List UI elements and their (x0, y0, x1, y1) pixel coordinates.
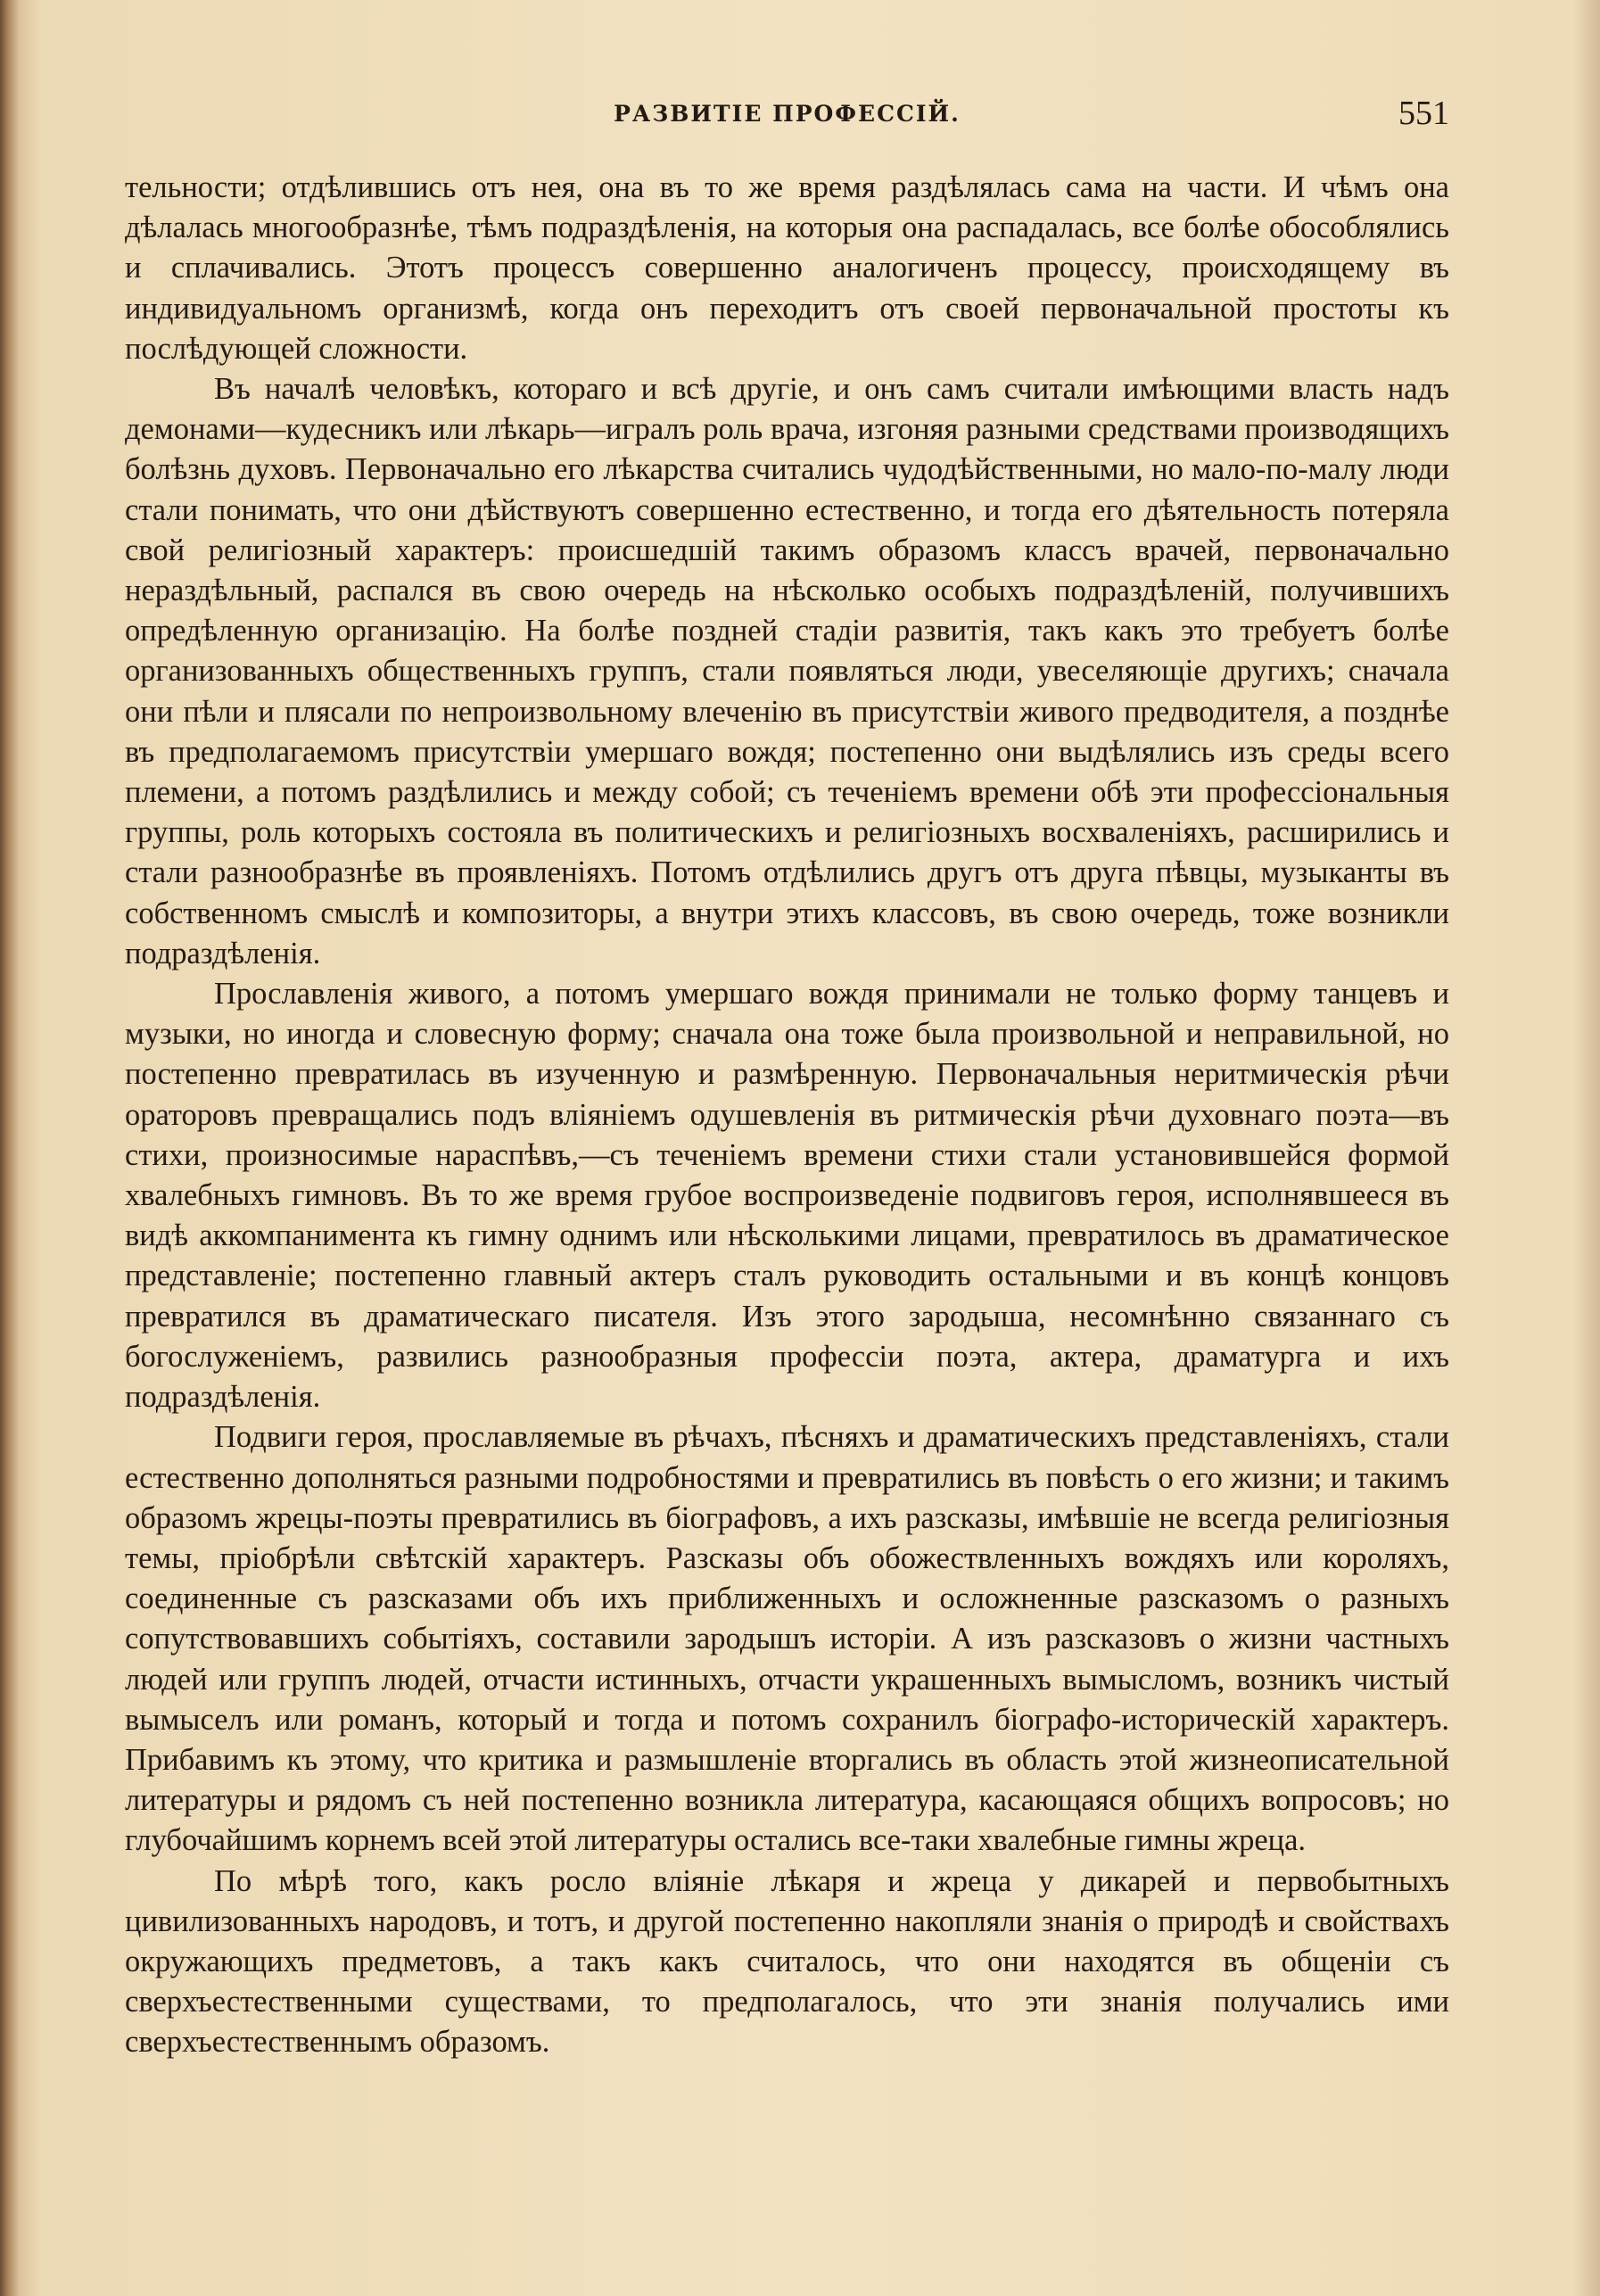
paragraph-knowledge: По мѣрѣ того, какъ росло вліяніе лѣкаря и жреца у дикарей и первобытныхъ цивилизованныхъ народовъ, и тотъ, и другой постепенно накопляли знанія о природѣ и свойствахъ окружающихъ предметовъ, а такъ какъ считалось, что они находятся въ общеніи съ сверхъестественными существами, то предполагалось, что эти знанія получались ими сверхъестественнымъ образомъ. (125, 1863, 1449, 2060)
paragraph-poetry-and-drama: Прославленія живого, а потомъ умершаго вождя принимали не только форму танцевъ и музыки, но иногда и словесную форму; сначала она тоже была произвольной и неправильной, но постепенно превратилась въ изученную и размѣренную. Первоначальныя неритмическія рѣчи ораторовъ превращались подъ вліяніемъ одушевленія въ ритмическія рѣчи духовнаго поэта—въ стихи, произносимые нараспѣвъ,—съ теченіемъ времени стихи стали установившейся формой хвалебныхъ гимновъ. Въ то же время грубое воспроизведеніе подвиговъ героя, исполнявшееся въ видѣ аккомпанимента къ гимну однимъ или нѣсколькими лицами, превратилось въ драматическое представленіе; постепенно главный актеръ сталъ руководить остальными и въ концѣ концовъ превратился въ драматическаго писателя. Изъ этого зародыша, несомнѣнно связаннаго съ богослуженіемъ, развились разнообразныя профессіи поэта, актера, драматурга и ихъ подраздѣленія. (125, 977, 1449, 1415)
page-header (125, 94, 1449, 138)
body-text (125, 168, 1449, 2063)
page-number: 551 (1398, 95, 1449, 132)
paragraph-continuation: тельности; отдѣлившись отъ нея, она въ то же время раздѣлялась сама на части. И чѣмъ она дѣлалась многообразнѣе, тѣмъ подраздѣленія, на которыя она распадалась, все болѣе обособлялись и сплачивались. Этотъ процессъ совершенно аналогиченъ процессу, происходящему въ индивидуальномъ организмѣ, когда онъ переходитъ отъ своей первоначальной простоты къ послѣдующей сложности. (125, 170, 1449, 366)
paragraph-healer-and-performers: Въ началѣ человѣкъ, котораго и всѣ другіе, и онъ самъ считали имѣющими власть надъ демонами—кудесникъ или лѣкарь—игралъ роль врача, изгоняя разными средствами производящихъ болѣзнь духовъ. Первоначально его лѣкарства считались чудодѣйственными, но мало-по-малу люди стали понимать, что они дѣйствуютъ совершенно естественно, и тогда его дѣятельность потеряла свой религіозный характеръ: происшедшій такимъ образомъ классъ врачей, первоначально нераздѣльный, распался въ свою очередь на нѣсколько особыхъ подраздѣленій, получившихъ опредѣленную организацію. На болѣе поздней стадіи развитія, такъ какъ это требуетъ болѣе организованныхъ общественныхъ группъ, стали появляться люди, увеселяющіе другихъ; сначала они пѣли и плясали по непроизвольному влеченію въ присутствіи живого предводителя, а позднѣе въ предполагаемомъ присутствіи умершаго вождя; постепенно они выдѣлялись изъ среды всего племени, а потомъ раздѣлились и между собой; съ теченіемъ времени обѣ эти профессіональныя группы, роль которыхъ состояла въ политическихъ и религіозныхъ восхваленіяхъ, расширились и стали разнообразнѣе въ проявленіяхъ. Потомъ отдѣлились другъ отъ друга пѣвцы, музыканты въ собственномъ смыслѣ и композиторы, а внутри этихъ классовъ, въ свою очередь, тоже возникли подраздѣленія. (125, 372, 1449, 970)
paragraph-biography-and-history: Подвиги героя, прославляемые въ рѣчахъ, пѣсняхъ и драматическихъ представленіяхъ, стали естественно дополняться разными подробностями и превратились въ повѣсть о его жизни; и такимъ образомъ жрецы-поэты превратились въ біографовъ, а ихъ разсказы, имѣвшіе не всегда религіозныя темы, пріобрѣли свѣтскій характеръ. Разсказы объ обожествленныхъ вождяхъ или короляхъ, соединенные съ разсказами объ ихъ приближенныхъ и осложненные разсказомъ о разныхъ сопутствовавшихъ событіяхъ, составили зародышъ исторіи. А изъ разсказовъ о жизни частныхъ людей или группъ людей, отчасти истинныхъ, отчасти украшенныхъ вымысломъ, возникъ чистый вымыселъ или романъ, который и тогда и потомъ сохранилъ біографо-историческій характеръ. Прибавимъ къ этому, что критика и размышленіе вторгались въ область этой жизнеописательной литературы и рядомъ съ ней постепенно возникла литература, касающаяся общихъ вопросовъ; но глубочайшимъ корнемъ всей этой литературы остались все-таки хвалебные гимны жреца. (125, 1420, 1449, 1858)
running-title: РАЗВИТІЕ ПРОФЕССІЙ. (614, 101, 961, 127)
